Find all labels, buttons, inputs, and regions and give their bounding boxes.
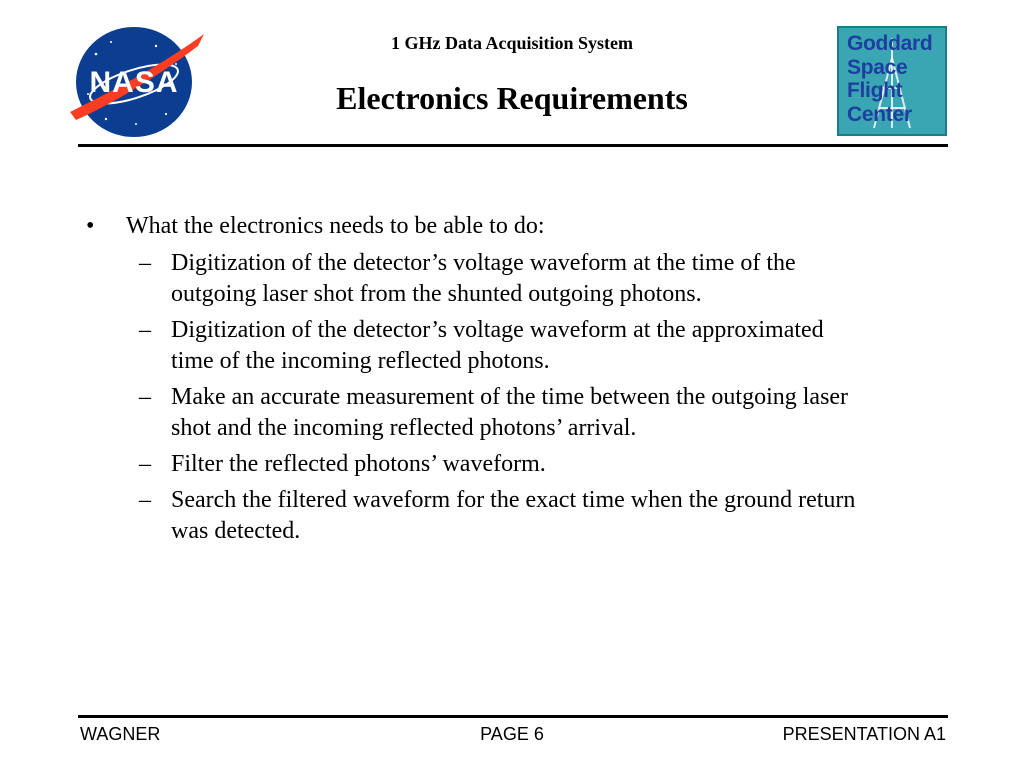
- footer-divider: [78, 715, 948, 718]
- footer-author: WAGNER: [80, 724, 161, 744]
- nasa-logo-text: NASA: [89, 66, 179, 99]
- dash-mark: –: [139, 487, 151, 513]
- dash-mark: –: [139, 317, 151, 343]
- slide-content: [86, 211, 956, 552]
- dash-mark: –: [139, 384, 151, 410]
- sub-bullet-text: Search the filtered waveform for the exact time when the ground return was detected.: [171, 487, 856, 544]
- goddard-line-4: Center: [847, 102, 912, 126]
- main-bullet: [86, 211, 956, 242]
- bullet-mark: •: [86, 213, 95, 239]
- goddard-line-1: Goddard: [847, 32, 933, 55]
- sub-bullet-3: [86, 382, 871, 444]
- sub-bullet-list: [86, 248, 956, 547]
- sub-bullet-5: [86, 485, 871, 547]
- header-divider: [78, 144, 948, 147]
- sub-bullet-text: Filter the reflected photons’ waveform.: [171, 451, 546, 477]
- goddard-logo: [837, 26, 947, 136]
- footer-page-number: PAGE 6: [480, 724, 544, 744]
- sub-bullet-text: Make an accurate measurement of the time between the outgoing laser shot and the incoming reflected photons’ arrival.: [171, 384, 849, 441]
- footer-presentation-id: PRESENTATION A1: [782, 724, 946, 744]
- main-bullet-text: What the electronics needs to be able to do:: [126, 213, 545, 239]
- sub-bullet-2: [86, 315, 871, 377]
- dash-mark: –: [139, 250, 151, 276]
- sub-bullet-4: [86, 449, 871, 480]
- slide-title: Electronics Requirements: [336, 80, 688, 116]
- sub-bullet-text: Digitization of the detector’s voltage waveform at the approximated time of the incoming reflected photons.: [171, 317, 824, 374]
- presentation-subtitle: 1 GHz Data Acquisition System: [390, 33, 633, 53]
- dash-mark: –: [139, 451, 151, 477]
- goddard-line-3: Flight: [847, 79, 903, 102]
- sub-bullet-text: Digitization of the detector’s voltage waveform at the time of the outgoing laser shot from the shunted outgoing photons.: [171, 250, 796, 307]
- goddard-line-2: Space: [847, 55, 908, 79]
- sub-bullet-1: [86, 248, 871, 310]
- goddard-logo-text: [847, 32, 932, 126]
